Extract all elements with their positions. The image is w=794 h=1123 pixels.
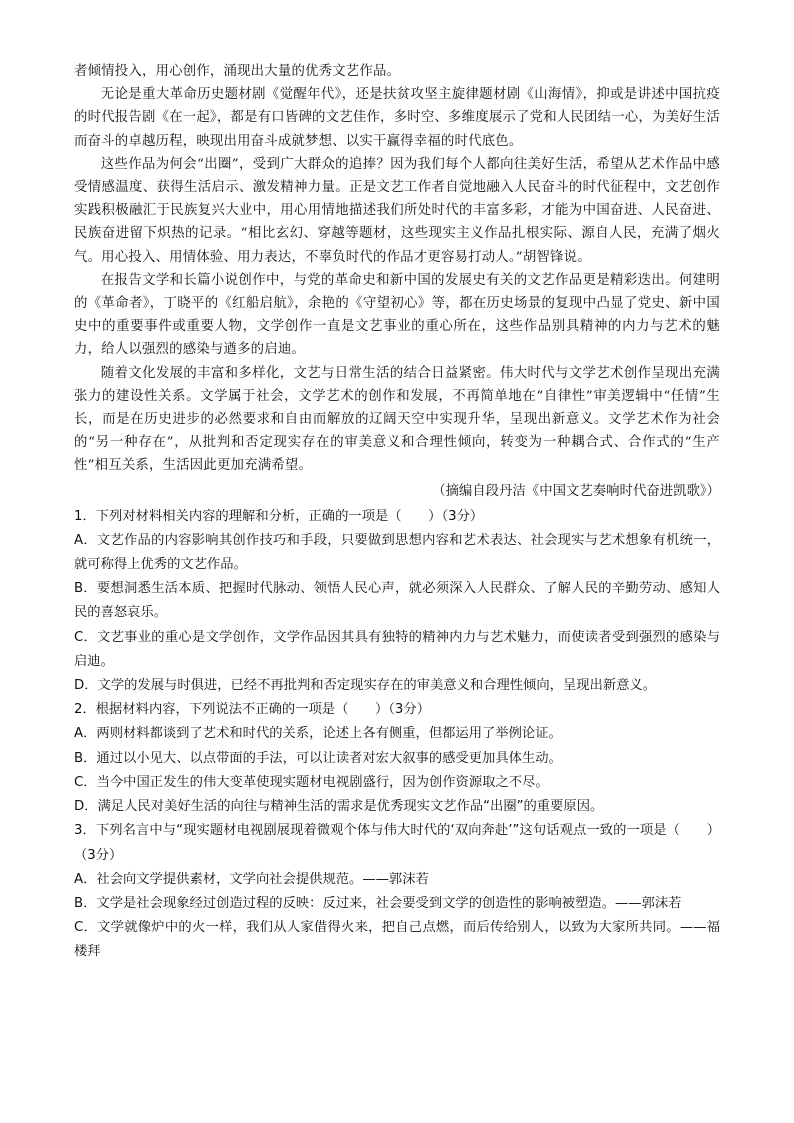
option-a: A．社会向文学提供素材，文学向社会提供规范。——郭沫若 bbox=[74, 871, 429, 887]
passage-paragraph: 者倾情投入，用心创作，涌现出大量的优秀文艺作品。 bbox=[74, 64, 401, 79]
passage-paragraph: 随着文化发展的丰富和多样化，文艺与日常生活的结合日益紧密。伟大时代与文学艺术创作呈现出充满张力的建设性关系。文学属于社会，文学艺术的创作和发展，不再简单地在“自律性”审美逻辑中“任情”生长，而是在历史进步的必然要求和自由而解放的辽阔天空中实现升华，呈现出新意义。文学艺术作为社会的“另一种存在”，从批判和否定现实存在的审美意义和合理性倾向，转变为一种耦合式、合作式的“生产性”相互关系，生活因此更加充满希望。 bbox=[74, 365, 720, 474]
option-c: C．文艺事业的重心是文学创作，文学作品因其具有独特的精神内力与艺术魅力，而使读者受到强烈的感染与启迪。 bbox=[74, 629, 720, 669]
question-2 bbox=[74, 698, 720, 819]
passage-paragraph: 无论是重大革命历史题材剧《觉醒年代》，还是扶贫攻坚主旋律题材剧《山海情》，抑或是讲述中国抗疫的时代报告剧《在一起》，都是有口皆碑的文艺佳作，多时空、多维度展示了党和人民团结一心，为美好生活而奋斗的卓越历程，映现出用奋斗成就梦想、以实干赢得幸福的时代底色。 bbox=[74, 87, 720, 149]
option-b: B．文学是社会现象经过创造过程的反映：反过来，社会要受到文学的创造性的影响被塑造。——郭沫若 bbox=[74, 895, 682, 911]
option-c: C．文学就像炉中的火一样，我们从人家借得火来，把自己点燃，而后传给别人，以致为大家所共同。——福楼拜 bbox=[74, 920, 720, 960]
option-b: B．要想洞悉生活本质、把握时代脉动、领悟人民心声，就必须深入人民群众、了解人民的辛勤劳动、感知人民的喜怒哀乐。 bbox=[74, 581, 720, 621]
option-d: D．满足人民对美好生活的向往与精神生活的需求是优秀现实文艺作品“出圈”的重要原因。 bbox=[74, 799, 604, 815]
question-stem: 3．下列名言中与“现实题材电视剧展现着微观个体与伟大时代的‘双向奔赴’”这句话观点一致的一项是（ ）（3分） bbox=[74, 823, 720, 863]
question-list bbox=[74, 505, 720, 965]
option-c: C．当今中国正发生的伟大变革使现实题材电视剧盛行，因为创作资源取之不尽。 bbox=[74, 774, 549, 790]
option-a: A．文艺作品的内容影响其创作技巧和手段，只要做到思想内容和艺术表达、社会现实与艺术想象有机统一，就可称得上优秀的文艺作品。 bbox=[74, 532, 720, 573]
option-a: A．两则材料都谈到了艺术和时代的关系，论述上各有侧重，但都运用了举例论证。 bbox=[74, 726, 562, 742]
passage-source: （摘编自段丹洁《中国文艺奏响时代奋进凯歌》） bbox=[432, 483, 720, 499]
option-d: D．文学的发展与时俱进，已经不再批判和否定现实存在的审美意义和合理性倾向，呈现出新意义。 bbox=[74, 678, 657, 694]
question-stem: 1．下列对材料相关内容的理解和分析，正确的一项是（ ）（3分） bbox=[74, 508, 484, 524]
question-1 bbox=[74, 505, 720, 699]
reading-passage bbox=[74, 60, 720, 478]
passage-paragraph: 在报告文学和长篇小说创作中，与党的革命史和新中国的发展史有关的文艺作品更是精彩迭出。何建明的《革命者》，丁晓平的《红船启航》，余艳的《守望初心》等，都在历史场景的复现中凸显了党史、新中国史中的重要事件或重要人物，文学创作一直是文艺事业的重心所在，这些作品别具精神的内力与艺术的魅力，给人以强烈的感染与遒多的启迪。 bbox=[74, 272, 720, 358]
passage-paragraph: 这些作品为何会“出圈”，受到广大群众的追捧？因为我们每个人都向往美好生活，希望从艺术作品中感受情感温度、获得生活启示、激发精神力量。正是文艺工作者自觉地融入人民奋斗的时代征程中，文艺创作实践积极融汇于民族复兴大业中，用心用情地描述我们所处时代的丰富多彩，才能为中国奋进、人民奋进、民族奋进留下炽热的记录。“相比玄幻、穿越等题材，这些现实主义作品扎根实际、源自人民，充满了烟火气。用心投入、用情体验、用力表达，不辜负时代的作品才更容易打动人。”胡智锋说。 bbox=[74, 156, 720, 265]
question-stem: 2．根据材料内容，下列说法不正确的一项是（ ）（3分） bbox=[74, 702, 430, 718]
question-3 bbox=[74, 819, 720, 964]
option-b: B．通过以小见大、以点带面的手法，可以让读者对宏大叙事的感受更加具体生动。 bbox=[74, 750, 562, 766]
